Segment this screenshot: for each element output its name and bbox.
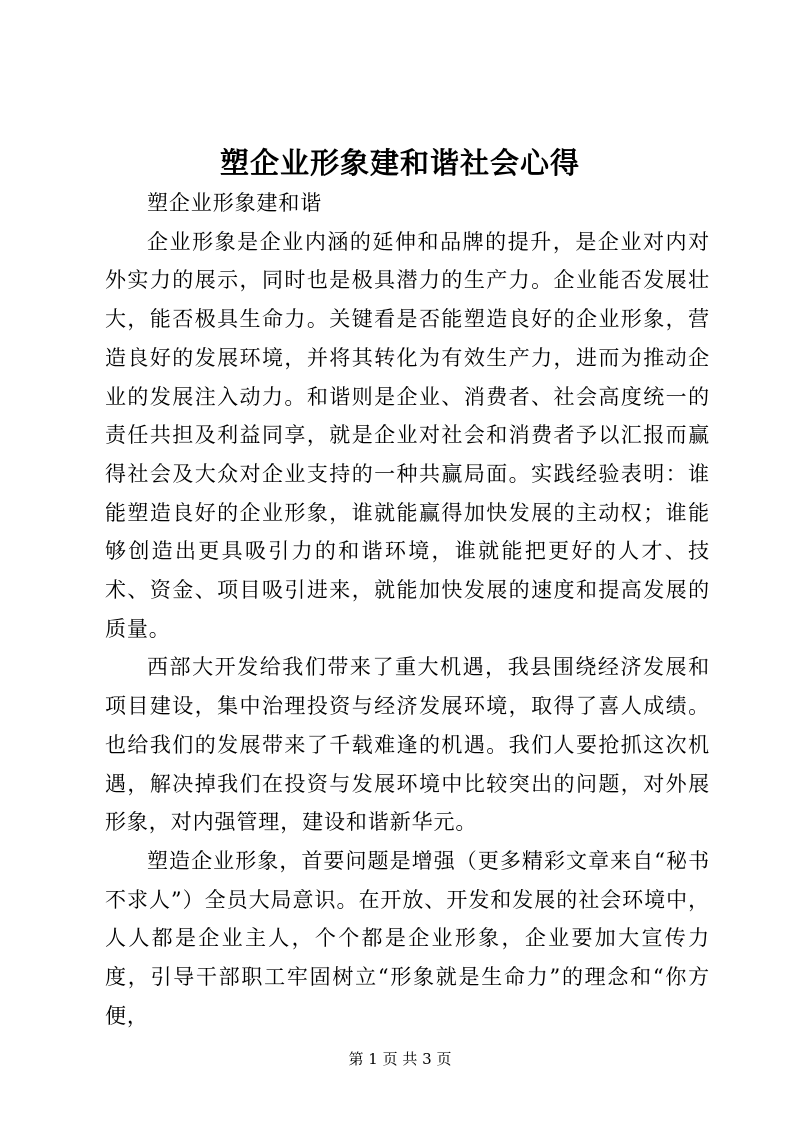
document-title: 塑企业形象建和谐社会心得 [219,146,580,180]
paragraph: 企业形象是企业内涵的延伸和品牌的提升，是企业对内对外实力的展示，同时也是极具潜力的生产力。企业能否发展壮大，能否极具生命力。关键看是否能塑造良好的企业形象，营造良好的发展环境，并将其转化为有效生产力，进而为推动企业的发展注入动力。和谐则是企业、消费者、社会高度统一的责任共担及利益同享，就是企业对社会和消费者予以汇报而赢得社会及大众对企业支持的一种共赢局面。实践经验表明：谁能塑造良好的企业形象，谁就能赢得加快发展的主动权；谁能够创造出更具吸引力的和谐环境，谁就能把更好的人才、技术、资金、项目吸引进来，就能加快发展的速度和提高发展的质量。 [105,229,710,641]
page-number-footer: 第 1 页 共 3 页 [348,1050,452,1068]
paragraph: 西部大开发给我们带来了重大机遇，我县围绕经济发展和项目建设，集中治理投资与经济发展环境，取得了喜人成绩。也给我们的发展带来了千载难逢的机遇。我们人要抢抓这次机遇，解决掉我们在投资与发展环境中比较突出的问题，对外展形象，对内强管理，建设和谐新华元。 [105,655,710,835]
paragraph-subtitle: 塑企业形象建和谐 [147,191,323,215]
document-body [105,184,710,1035]
paragraph: 塑造企业形象，首要问题是增强（更多精彩文章来自“秘书不求人”）全员大局意识。在开放、开发和发展的社会环境中，人人都是企业主人，个个都是企业形象，企业要加大宣传力度，引导干部职工牢固树立“形象就是生命力”的理念和“你方便， [105,848,710,1028]
